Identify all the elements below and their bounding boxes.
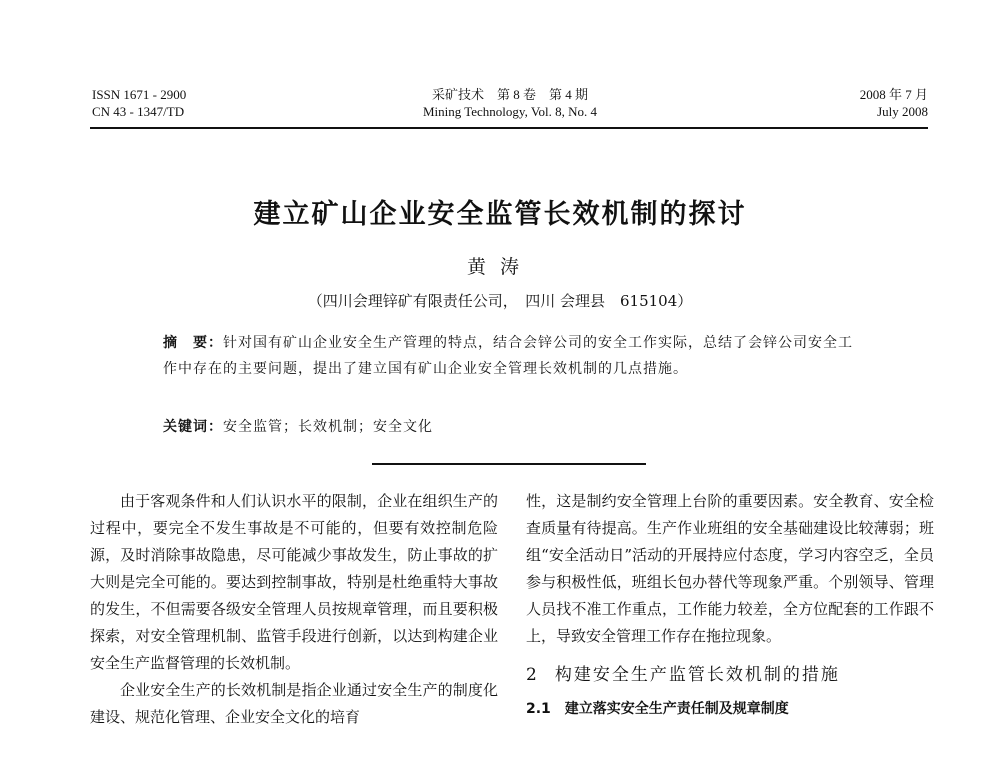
paragraph: 企业安全生产的长效机制是指企业通过安全生产的制度化建设、规范化管理、企业安全文化的培育 xyxy=(90,681,498,726)
date-cn: 2008 年 7 月 xyxy=(859,87,928,102)
header-center xyxy=(92,86,928,120)
date-en: July 2008 xyxy=(877,104,928,119)
section-number: 2 xyxy=(526,665,539,685)
issn: ISSN 1671 - 2900 xyxy=(92,87,187,102)
keywords-label: 关键词： xyxy=(163,419,223,435)
paragraph: 由于客观条件和人们认识水平的限制，企业在组织生产的过程中，要完全不发生事故是不可能的，但要有效控制危险源，及时消除事故隐患，尽可能减少事故发生，防止事故的扩大则是完全可能的。要达到控制事故，特别是杜绝重特大事故的发生，不但需要各级安全管理人员按规章管理，而且要积极探索，对安全管理机制、监管手段进行创新，以达到构建企业安全生产监督管理的长效机制。 xyxy=(90,492,498,672)
journal-name-cn: 采矿技术 第 8 卷 第 4 期 xyxy=(431,87,588,102)
paragraph: 性，这是制约安全管理上台阶的重要因素。安全教育、安全检查质量有待提高。生产作业班组的安全基础建设比较薄弱；班组“安全活动日”活动的开展持应付态度，学习内容空乏，全员参与积极性低，班组长包办替代等现象严重。个别领导、管理人员找不准工作重点，工作能力较差，全方位配套的工作跟不上，导致安全管理工作存在拖拉现象。 xyxy=(526,492,934,645)
keywords xyxy=(163,414,863,440)
body-column-right xyxy=(526,488,934,722)
author-name: 黄涛 xyxy=(466,256,533,278)
section-heading xyxy=(526,660,934,690)
header-rule xyxy=(90,127,928,129)
affiliation: （四川会理锌矿有限责任公司， 四川 会理县 615104） xyxy=(307,292,693,310)
abstract xyxy=(163,330,863,382)
abstract-label: 摘 要： xyxy=(163,335,223,351)
abstract-text: 针对国有矿山企业安全生产管理的特点，结合会锌公司的安全工作实际，总结了会锌公司安全工作中存在的主要问题，提出了建立国有矿山企业安全管理长效机制的几点措施。 xyxy=(163,335,853,377)
keywords-text: 安全监管；长效机制；安全文化 xyxy=(223,419,433,435)
body-column-left xyxy=(90,488,498,731)
section-title: 构建安全生产监管长效机制的措施 xyxy=(554,665,840,685)
cn-number: CN 43 - 1347/TD xyxy=(92,104,185,119)
section-divider xyxy=(372,463,646,465)
subsection-heading: 2.1 建立落实安全生产责任制及规章制度 xyxy=(526,701,789,717)
paper-title: 建立矿山企业安全监管长效机制的探讨 xyxy=(253,199,747,230)
header-right xyxy=(860,86,928,120)
journal-header xyxy=(92,86,928,126)
journal-name-en: Mining Technology, Vol. 8, No. 4 xyxy=(422,104,598,119)
